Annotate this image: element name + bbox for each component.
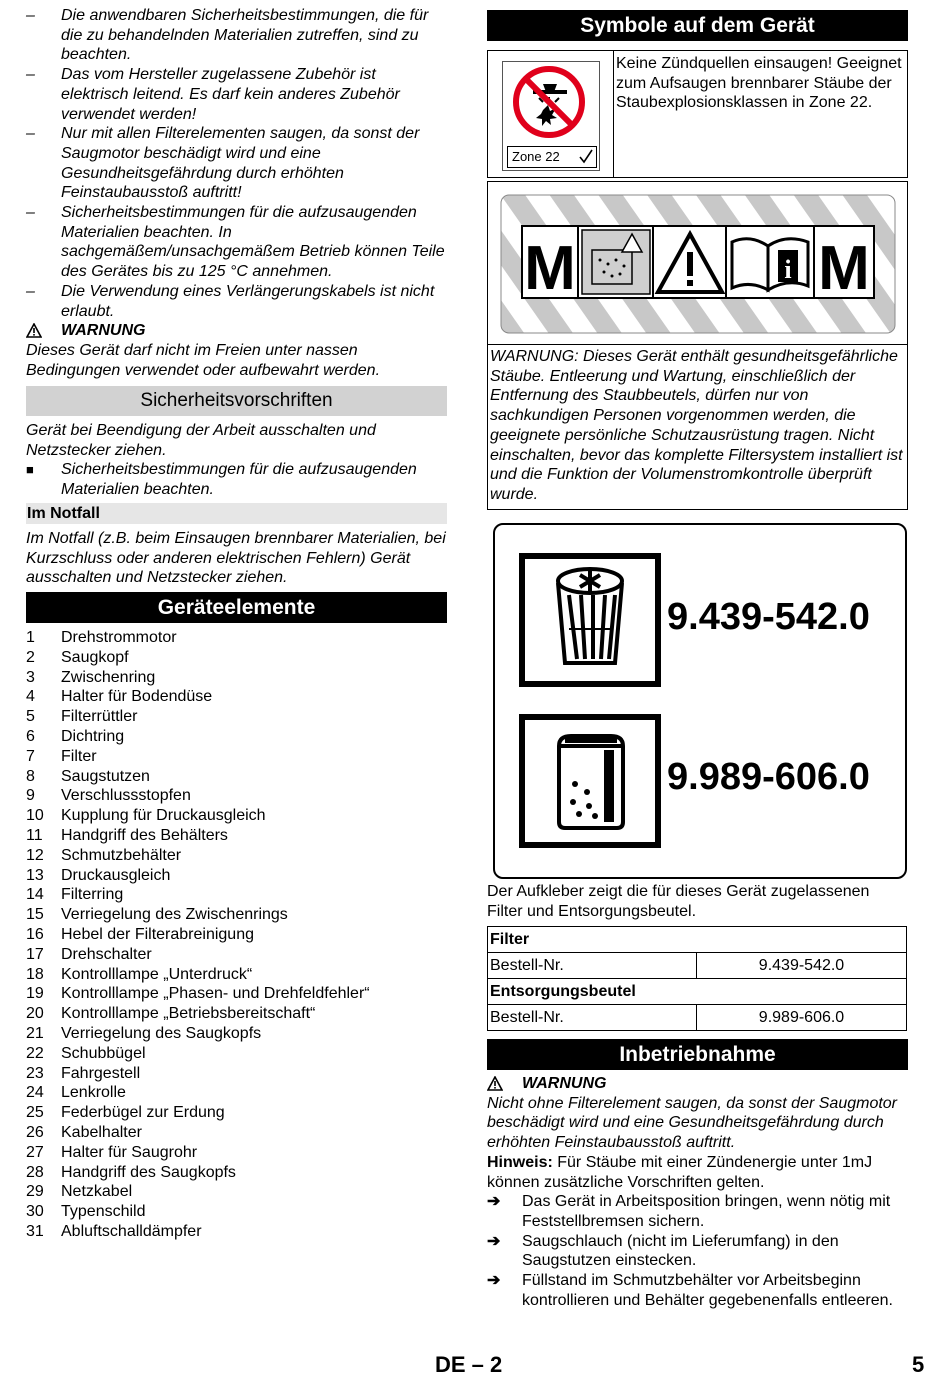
intro-item: – Sicherheitsbestimmungen für die aufzusaugenden Materialien beachten. In sachgemäßem/unsachgemäßem Betrieb können Teile des Gerätes bis zu 125 °C annehmen. (26, 204, 445, 281)
safety-bullet: ■ Sicherheitsbestimmungen für die aufzusaugenden Materialien beachten. (26, 461, 417, 499)
list-item-number: 23 (26, 1064, 44, 1082)
warning-heading: WARNUNG (26, 321, 447, 341)
list-item-number: 15 (26, 906, 44, 924)
list-item-label: Filter (61, 747, 97, 765)
footer-page-number: 5 (912, 1352, 925, 1377)
list-item-label: Druckausgleich (61, 866, 171, 884)
svg-text:i: i (784, 255, 792, 284)
list-item (26, 1004, 447, 1024)
list-item-number: 24 (26, 1084, 44, 1102)
list-item-number: 14 (26, 886, 44, 904)
bag-icon-frame (519, 714, 661, 848)
list-item (26, 965, 447, 985)
disposal-bag-icon (525, 720, 655, 842)
list-item-number: 13 (26, 866, 44, 884)
hazard-label-graphic (500, 194, 896, 334)
hint-text: Hinweis: Für Stäube mit einer Zündenergie unter 1mJ können zusätzliche Vorschriften gelten. (487, 1153, 873, 1191)
list-item (26, 727, 447, 747)
emergency-text: Im Notfall (z.B. beim Einsaugen brennbarer Materialien, bei Kurzschluss oder anderen elektrischen Fehlern) Gerät ausschalten und Netzstecker ziehen. (26, 530, 446, 587)
intro-item: – Die Verwendung eines Verlängerungskabels ist nicht erlaubt. (26, 282, 435, 320)
list-item (26, 668, 447, 688)
commissioning-section (487, 1074, 908, 1310)
list-item (26, 885, 447, 905)
square-bullet-icon: ■ (26, 462, 34, 478)
arrow-icon: ➔ (487, 1272, 501, 1290)
list-item (26, 628, 447, 648)
list-item (26, 1044, 447, 1064)
list-item (26, 1064, 447, 1084)
list-item-label: Lenkrolle (61, 1084, 126, 1102)
list-item (26, 747, 447, 767)
warning-heading: WARNUNG (487, 1074, 908, 1094)
list-item-number: 19 (26, 985, 44, 1003)
intro-item: – Nur mit allen Filterelementen saugen, da sonst der Saugmotor beschädigt wird und eine Gesundheitsgefährdung durch erhöhten Feinstaubausstoß auftritt! (26, 125, 420, 202)
list-item (26, 1024, 447, 1044)
list-item-label: Handgriff des Behälters (61, 826, 228, 844)
filter-cartridge-icon (525, 559, 655, 681)
commissioning-heading: Inbetriebnahme (487, 1039, 908, 1070)
filter-icon-frame (519, 553, 661, 687)
arrow-icon: ➔ (487, 1232, 501, 1250)
list-item-label: Verriegelung des Zwischenrings (61, 906, 288, 924)
list-item-number: 5 (26, 708, 35, 726)
hazard-divider (488, 344, 907, 345)
elements-heading: Geräteelemente (26, 592, 447, 623)
list-item-label: Filterrüttler (61, 708, 138, 726)
safety-section (26, 421, 447, 500)
list-item (26, 687, 447, 707)
list-item-number: 12 (26, 846, 44, 864)
list-item (26, 866, 447, 886)
list-item-label: Drehschalter (61, 945, 152, 963)
table-row (488, 979, 907, 1005)
list-item (26, 905, 447, 925)
list-item-number: 3 (26, 668, 35, 686)
list-item-number: 11 (26, 826, 43, 844)
safety-text: Gerät bei Beendigung der Arbeit ausschalten und Netzstecker ziehen. (26, 422, 376, 459)
list-item-number: 8 (26, 767, 35, 785)
list-item (26, 648, 447, 668)
filter-head-cell: Filter (488, 927, 907, 953)
list-item-number: 29 (26, 1183, 44, 1201)
no-ignition-sources-icon (503, 62, 599, 142)
table-row (488, 927, 907, 953)
list-item-number: 20 (26, 1005, 44, 1023)
list-item (26, 1163, 447, 1183)
zone-22-badge: Zone 22 (507, 146, 597, 168)
checkmark-icon (578, 148, 594, 164)
safety-heading: Sicherheitsvorschriften (26, 386, 447, 416)
hazard-label-box (487, 181, 908, 510)
list-item-label: Hebel der Filterabreinigung (61, 925, 254, 943)
list-item-number: 18 (26, 965, 44, 983)
bag-value-cell: 9.989-606.0 (697, 1005, 907, 1031)
list-item-number: 22 (26, 1044, 44, 1062)
step-item: ➔ Füllstand im Schmutzbehälter vor Arbeitsbeginn kontrollieren und Behälter gegebenenfalls entleeren. (487, 1272, 893, 1309)
zone-symbol-box (487, 50, 908, 178)
list-item (26, 925, 447, 945)
filter-value-cell: 9.439-542.0 (697, 953, 907, 979)
step-item: ➔ Saugschlauch (nicht im Lieferumfang) in den Saugstutzen einstecken. (487, 1232, 839, 1270)
table-row (488, 953, 907, 979)
list-item (26, 786, 447, 806)
list-item-label: Kontrolllampe „Betriebsbereitschaft“ (61, 1005, 316, 1023)
sticker-bag-number: 9.989-606.0 (667, 756, 870, 798)
list-item (26, 945, 447, 965)
list-item-number: 10 (26, 807, 44, 825)
arrow-icon: ➔ (487, 1193, 501, 1211)
list-item-label: Schubbügel (61, 1044, 146, 1062)
order-label-cell: Bestell-Nr. (488, 1005, 697, 1031)
bag-head-cell: Entsorgungsbeutel (488, 979, 907, 1005)
list-item (26, 806, 447, 826)
list-item-label: Kontrolllampe „Unterdruck“ (61, 965, 253, 983)
order-label-cell: Bestell-Nr. (488, 953, 697, 979)
list-item-number: 17 (26, 945, 44, 963)
list-item-label: Kupplung für Druckausgleich (61, 807, 266, 825)
list-item-label: Verriegelung des Saugkopfs (61, 1024, 262, 1042)
list-item-label: Saugstutzen (61, 767, 150, 785)
warning-text: Dieses Gerät darf nicht im Freien unter nassen Bedingungen verwendet oder aufbewahrt werden. (26, 341, 381, 379)
list-item-label: Federbügel zur Erdung (61, 1104, 225, 1122)
list-item-number: 16 (26, 925, 44, 943)
list-item-number: 2 (26, 648, 35, 666)
m-letter-left: M (524, 234, 576, 303)
list-item (26, 1123, 447, 1143)
list-item-number: 30 (26, 1203, 44, 1221)
list-item-number: 9 (26, 787, 35, 805)
hazard-warning-text: WARNUNG: Dieses Gerät enthält gesundheitsgefährliche Stäube. Entleerung und Wartung, einschließlich der Entfernung des Staubbeutels, dürfen nur von sachkundigen Personen vorgenommen werden, die geeignete persönliche Schutzausrüstung tragen. Nicht einschalten, bevor das komplette Filtersystem installiert ist und die Funktion der Volumenstromkontrolle überprüft wurde. (490, 348, 903, 503)
list-item (26, 1202, 447, 1222)
list-item-label: Drehstrommotor (61, 629, 177, 646)
list-item (26, 984, 447, 1004)
list-item (26, 826, 447, 846)
intro-item: – Die anwendbaren Sicherheitsbestimmungen, die für die zu behandelnden Materialien zutreffen, sind zu beachten. (26, 7, 429, 64)
zone-symbol-cell (488, 51, 614, 177)
intro-item: – Das vom Hersteller zugelassene Zubehör ist elektrisch leitend. Es darf kein anderes Zubehör verwendet werden! (26, 66, 400, 123)
symbols-heading: Symbole auf dem Gerät (487, 10, 908, 41)
list-item-number: 26 (26, 1123, 44, 1141)
list-item (26, 1222, 447, 1242)
list-item-label: Zwischenring (61, 668, 156, 686)
list-item-number: 27 (26, 1143, 44, 1161)
list-item-label: Dichtring (61, 727, 125, 745)
warning-triangle-icon (26, 323, 42, 338)
list-item (26, 1143, 447, 1163)
elements-list (26, 628, 447, 1242)
list-item-number: 4 (26, 688, 35, 706)
order-table (487, 926, 907, 1031)
list-item-label: Abluftschalldämpfer (61, 1222, 202, 1240)
warning-triangle-icon (487, 1076, 503, 1091)
list-item-number: 7 (26, 747, 35, 765)
list-item (26, 767, 447, 787)
list-item (26, 1103, 447, 1123)
list-item-number: 21 (26, 1024, 44, 1042)
sticker-filter-number: 9.439-542.0 (667, 596, 870, 638)
list-item-number: 25 (26, 1104, 44, 1122)
list-item-label: Halter für Bodendüse (61, 688, 213, 706)
list-item-label: Netzkabel (61, 1183, 133, 1201)
list-item-number: 6 (26, 727, 35, 745)
sticker-caption: Der Aufkleber zeigt die für dieses Gerät zugelassenen Filter und Entsorgungsbeutel. (487, 883, 870, 920)
zone-text: Keine Zündquellen einsaugen! Geeignet zum Aufsaugen brennbarer Stäube der Staubexplosionsklassen in Zone 22. (616, 55, 902, 112)
list-item-label: Handgriff des Saugkopfs (61, 1163, 236, 1181)
table-row (488, 1005, 907, 1031)
intro-list (26, 6, 447, 380)
list-item-number: 28 (26, 1163, 44, 1181)
step-item: ➔ Das Gerät in Arbeitsposition bringen, wenn nötig mit Feststellbremsen sichern. (487, 1193, 891, 1230)
emergency-heading: Im Notfall (26, 503, 447, 524)
list-item (26, 707, 447, 727)
m-letter-right: M (818, 234, 870, 303)
list-item-label: Verschlussstopfen (61, 787, 191, 805)
list-item-label: Filterring (61, 886, 124, 904)
list-item-number: 31 (26, 1222, 44, 1240)
list-item-label: Saugkopf (61, 648, 129, 666)
list-item-label: Kabelhalter (61, 1123, 142, 1141)
list-item-label: Schmutzbehälter (61, 846, 182, 864)
list-item-label: Fahrgestell (61, 1064, 141, 1082)
list-item (26, 1182, 447, 1202)
list-item (26, 1083, 447, 1103)
commissioning-warning-text: Nicht ohne Filterelement saugen, da sonst der Saugmotor beschädigt wird und eine Gesundheitsgefährdung durch erhöhten Feinstaubausstoß auftritt. (487, 1094, 898, 1152)
list-item-label: Kontrolllampe „Phasen- und Drehfeldfehler“ (61, 985, 370, 1003)
list-item-number: 1 (26, 629, 35, 646)
filter-sticker (493, 523, 907, 879)
footer-section-label: DE – 2 (435, 1352, 503, 1377)
zone-symbol-frame (502, 61, 600, 171)
list-item-label: Typenschild (61, 1203, 146, 1221)
list-item-label: Halter für Saugrohr (61, 1143, 198, 1161)
list-item (26, 846, 447, 866)
